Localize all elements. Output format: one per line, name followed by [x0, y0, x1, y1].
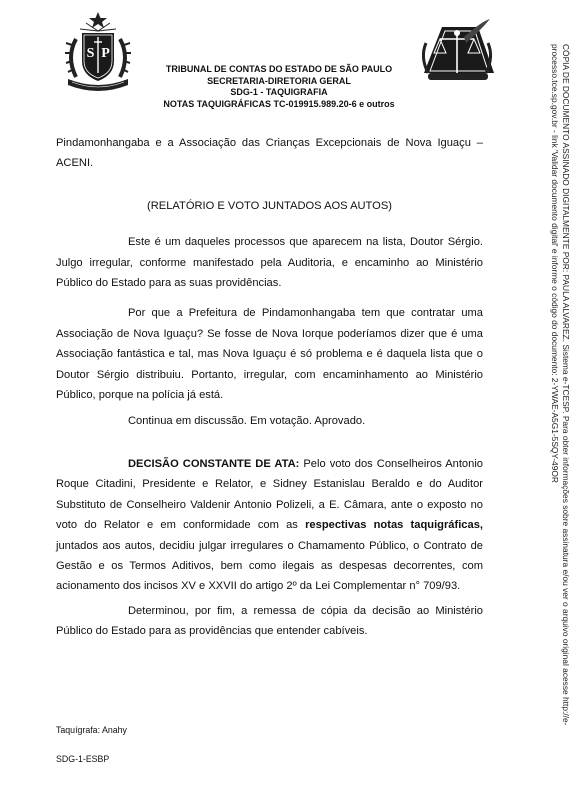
footer-code: SDG-1-ESBP: [56, 754, 110, 764]
taquigrafa-label: Taquígrafa: Anahy: [56, 725, 127, 735]
document-body: [56, 133, 483, 642]
decision-heading: DECISÃO CONSTANTE DE ATA:: [128, 457, 300, 470]
sp-letters-left: S: [86, 46, 95, 61]
header-court-name: TRIBUNAL DE CONTAS DO ESTADO DE SÃO PAULO: [165, 64, 393, 74]
paragraph-decision: [56, 454, 483, 597]
sp-letters-right: P: [101, 46, 110, 61]
digital-signature-note: [541, 44, 571, 780]
paragraph-approved: Continua em discussão. Em votação. Aprovado.: [128, 415, 366, 428]
tribunal-emblem-logo: [418, 17, 496, 85]
header-secretariat: SECRETARIA-DIRETORIA GERAL: [207, 75, 351, 86]
decision-text-2: juntados aos autos, decidiu julgar irregulares o Chamamento Público, o Contrato de Gestão e os Termos Aditivos, bem como ilegais as despesas decorrentes, com acionamento dos incisos XV e XXVII do artigo 2º da Lei Complementar n° 709/93.: [56, 539, 483, 593]
signature-note-line-2: processo.tce.sp.gov.br - link 'Validar documento digital' e informe o código do documento: 2-YWAE-A5G1-5SQY-49OR: [550, 44, 561, 483]
signature-note-line-1: CÓPIA DE DOCUMENTO ASSINADO DIGITALMENTE POR: PAULA ALVAREZ. Sistema e-TCESP. Para obter informações sobre assinatura e/ou ver o arquivo original acesse http://e-: [561, 44, 571, 726]
paragraph-determination: Determinou, por fim, a remessa de cópia da decisão ao Ministério Público do Estado para as providências que entender cabíveis.: [56, 604, 483, 638]
header-notes-ref: NOTAS TAQUIGRÁFICAS TC-019915.989.20-6 e outros: [163, 98, 395, 109]
decision-notes-ref: respectivas notas taquigráficas,: [305, 519, 483, 532]
header-department: SDG-1 - TAQUIGRAFIA: [230, 87, 328, 97]
paragraph-question: Por que a Prefeitura de Pindamonhangaba tem que contratar uma Associação de Nova Iguaçu? Se fosse de Nova Iorque poderíamos dizer que é uma Associação fantástica e tal, mas Nova Iguaçu é só problema e é daquela lista que o Doutor Sérgio distribuiu. Portanto, irregular, com encaminhamento ao Ministério Público, porque na polícia já está.: [56, 307, 483, 402]
paragraph-vote: Este é um daqueles processos que aparecem na lista, Doutor Sérgio. Julgo irregular, conforme manifestado pela Auditoria, e encaminho ao Ministério Público do Estado para as suas providências.: [56, 236, 483, 290]
paragraph-parties: Pindamonhangaba e a Associação das Crianças Excepcionais de Nova Iguaçu – ACENI.: [56, 137, 483, 170]
sao-paulo-coat-of-arms-logo: [62, 11, 134, 91]
paragraph-report-note: (RELATÓRIO E VOTO JUNTADOS AOS AUTOS): [147, 199, 392, 212]
decision-text-1: Pelo voto dos Conselheiros Antonio Roque Citadini, Presidente e Relator, e Sidney Estanislau Beraldo e do Auditor Substituto de Conselheiro Valdenir Antonio Polizeli, a E. Câmara, ante o exposto no voto do Relator e em conformidade com as: [56, 457, 483, 532]
document-header: [130, 64, 428, 110]
